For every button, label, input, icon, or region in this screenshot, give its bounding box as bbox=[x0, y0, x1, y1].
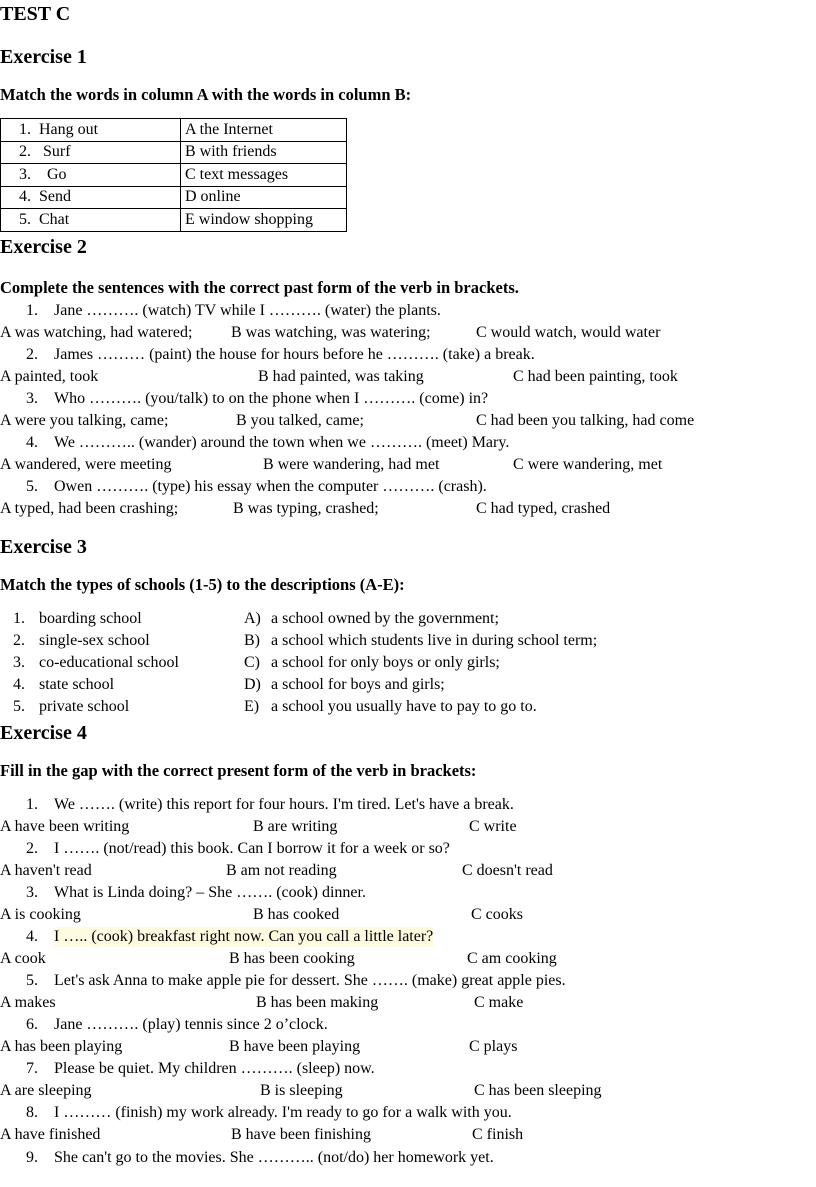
exercise-3-heading: Exercise 3 bbox=[0, 536, 87, 558]
exercise-2-heading: Exercise 2 bbox=[0, 236, 87, 258]
answer-option: C plays bbox=[469, 1038, 518, 1055]
column-b-cell: D online bbox=[181, 186, 347, 209]
answer-option: B has cooked bbox=[253, 906, 340, 923]
column-a-cell: 5. Chat bbox=[1, 209, 181, 232]
answer-option: C cooks bbox=[471, 906, 523, 923]
answer-option: B was watching, was watering; bbox=[231, 324, 431, 341]
column-a-cell: 4. Send bbox=[1, 186, 181, 209]
answer-option: B have been finishing bbox=[231, 1126, 371, 1143]
answer-option: C make bbox=[474, 994, 524, 1011]
answer-option: C doesn't read bbox=[462, 862, 553, 879]
answer-option: A are sleeping bbox=[0, 1082, 92, 1099]
table-row bbox=[1, 186, 347, 209]
column-b-cell: B with friends bbox=[181, 141, 347, 164]
answer-option: C finish bbox=[472, 1126, 524, 1143]
answer-option: A painted, took bbox=[0, 368, 99, 385]
answer-option: B has been making bbox=[256, 994, 379, 1011]
answer-option: B you talked, came; bbox=[236, 412, 364, 429]
answer-option: B is sleeping bbox=[260, 1082, 343, 1099]
table-row bbox=[1, 141, 347, 164]
answer-option: A have been writing bbox=[0, 818, 130, 835]
answer-option: B has been cooking bbox=[229, 950, 355, 967]
exercise-1-heading: Exercise 1 bbox=[0, 46, 87, 68]
answer-option: C were wandering, met bbox=[513, 456, 663, 473]
answer-option: A was watching, had watered; bbox=[0, 324, 193, 341]
exercise-3-instruction: Match the types of schools (1-5) to the descriptions (A-E): bbox=[0, 575, 405, 594]
answer-option: C has been sleeping bbox=[474, 1082, 602, 1099]
matching-table bbox=[0, 118, 347, 232]
exercise-1-instruction: Match the words in column A with the words in column B: bbox=[0, 85, 412, 104]
answer-option: A makes bbox=[0, 994, 56, 1011]
answer-option: C had been you talking, had come bbox=[476, 412, 695, 429]
answer-option: B am not reading bbox=[226, 862, 337, 879]
answer-option: A have finished bbox=[0, 1126, 101, 1143]
answer-option: B have been playing bbox=[229, 1038, 361, 1055]
answer-option: A were you talking, came; bbox=[0, 412, 169, 429]
answer-option: A is cooking bbox=[0, 906, 81, 923]
page-title: TEST C bbox=[0, 3, 71, 25]
answer-option: B had painted, was taking bbox=[258, 368, 424, 385]
column-b-cell: C text messages bbox=[181, 164, 347, 187]
exercise-4-heading: Exercise 4 bbox=[0, 722, 87, 744]
answer-option: A haven't read bbox=[0, 862, 92, 879]
answer-option: A typed, had been crashing; bbox=[0, 500, 179, 517]
column-b-cell: A the Internet bbox=[181, 119, 347, 142]
exercise-4-instruction: Fill in the gap with the correct present form of the verb in brackets: bbox=[0, 761, 477, 780]
column-a-cell: 2. Surf bbox=[1, 141, 181, 164]
answer-option: B were wandering, had met bbox=[263, 456, 440, 473]
answer-option: C had been painting, took bbox=[513, 368, 678, 385]
answer-option: C am cooking bbox=[467, 950, 557, 967]
exercise-2-instruction: Complete the sentences with the correct past form of the verb in brackets. bbox=[0, 278, 519, 297]
answer-option: A has been playing bbox=[0, 1038, 123, 1055]
answer-option: C write bbox=[469, 818, 517, 835]
table-row bbox=[1, 209, 347, 232]
column-b-cell: E window shopping bbox=[181, 209, 347, 232]
column-a-cell: 1. Hang out bbox=[1, 119, 181, 142]
table-row bbox=[1, 119, 347, 142]
column-a-cell: 3. Go bbox=[1, 164, 181, 187]
table-row bbox=[1, 164, 347, 187]
answer-option: A cook bbox=[0, 950, 46, 967]
answer-option: B was typing, crashed; bbox=[233, 500, 379, 517]
answer-option: C had typed, crashed bbox=[476, 500, 611, 517]
answer-option: B are writing bbox=[253, 818, 338, 835]
answer-option: A wandered, were meeting bbox=[0, 456, 172, 473]
answer-option: C would watch, would water bbox=[476, 324, 661, 341]
